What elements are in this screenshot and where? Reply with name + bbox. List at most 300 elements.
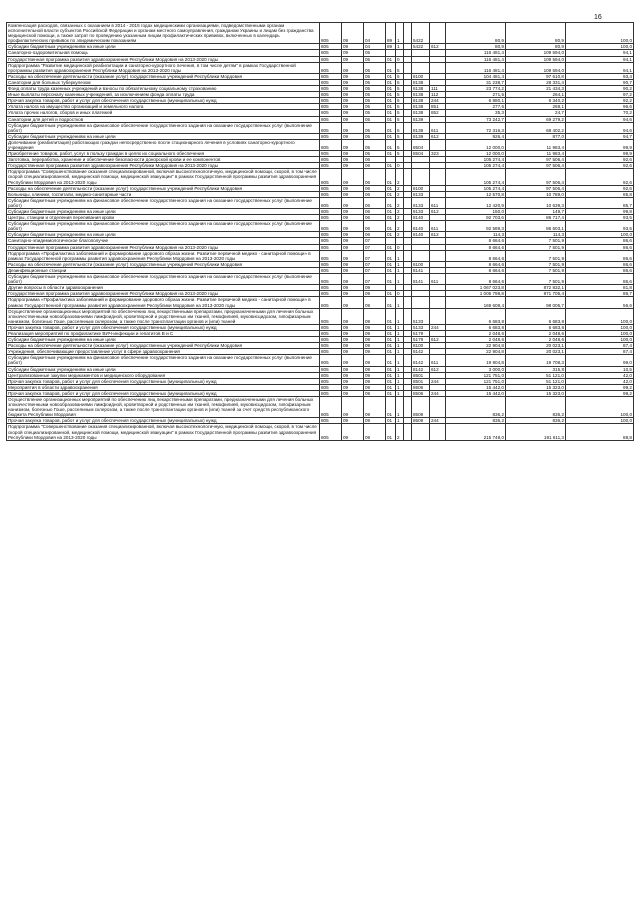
row-name: Прочая закупка товаров, работ и услуг для обеспечения государственных (муниципальных) нужд bbox=[7, 418, 320, 424]
program-code: 89 bbox=[386, 44, 396, 50]
planned-amount: 3 000,0 bbox=[446, 366, 506, 372]
program-code: 01 bbox=[386, 92, 396, 98]
executed-amount: 6 683,8 bbox=[506, 324, 566, 330]
row-name: Субсидии бюджетным учреждениям на финансовое обеспечение государственного задания на оказание государственных услуг (выполнение работ) bbox=[7, 122, 320, 133]
program-code: 01 bbox=[386, 337, 396, 343]
executed-amount: 6 683,8 bbox=[506, 308, 566, 324]
event-code bbox=[404, 297, 412, 308]
table-row bbox=[7, 23, 634, 44]
subprogram-code: 1 bbox=[396, 390, 404, 396]
ministry-code: 805 bbox=[320, 274, 342, 285]
section-code: 09 bbox=[342, 390, 364, 396]
row-name: Подпрограмма "Совершенствование оказания специализированной, включая высокотехнологичную, медицинской помощи, скорой, в том числе скорой специализированной, медицинской помощи, медицинской эвакуации" в рамках Государственной программы развития здравоохранения Республики Мордовия на 2013-2020 годы bbox=[7, 169, 320, 185]
planned-amount: 105 274,4 bbox=[446, 185, 506, 191]
direction-code: 8501 bbox=[412, 378, 430, 384]
program-code: 01 bbox=[386, 110, 396, 116]
executed-amount: 10 639,3 bbox=[506, 197, 566, 208]
row-name: Осуществление организационных мероприятий по обеспечению лиц лекарственными препаратами, предназначенными для лечения больных злокачественными новообразованиями лимфоидной, кроветворной и родственных им тканей, гемофилией, муковисцидозом, гипофизарным нанизмом, болезнью Гоше, рассеянным склерозом, а также после трансплантации органов и (или) тканей за счет средств республиканского бюджета Республики Мордовия bbox=[7, 397, 320, 418]
expense-type-code: 611 bbox=[430, 197, 446, 208]
planned-amount: 22 904,8 bbox=[446, 349, 506, 355]
table-row bbox=[7, 169, 634, 185]
planned-amount: 31 238,7 bbox=[446, 79, 506, 85]
subprogram-code: 1 bbox=[396, 366, 404, 372]
execution-percent: 86,6 bbox=[566, 250, 634, 261]
expense-type-code: 851 bbox=[430, 104, 446, 110]
direction-code: 8140 bbox=[412, 221, 430, 232]
executed-amount: 68 402,2 bbox=[506, 122, 566, 133]
section-code: 09 bbox=[342, 366, 364, 372]
expense-type-code: 244 bbox=[430, 418, 446, 424]
ministry-code: 805 bbox=[320, 133, 342, 139]
expense-type-code: 612 bbox=[430, 209, 446, 215]
section-code: 09 bbox=[342, 308, 364, 324]
subsection-code: 09 bbox=[364, 378, 386, 384]
expense-type-code: 323 bbox=[430, 151, 446, 157]
subprogram-code: 2 bbox=[396, 185, 404, 191]
planned-amount: 121 751,0 bbox=[446, 378, 506, 384]
direction-code: 5179 bbox=[412, 330, 430, 336]
row-name: Приобретение товаров, работ, услуг в пользу граждан в целях их социального обеспечения bbox=[7, 151, 320, 157]
event-code bbox=[404, 62, 412, 73]
row-name: Больницы, клиники, госпитали, медико-санитарные части bbox=[7, 191, 320, 197]
row-name: Санатории для больных туберкулезом bbox=[7, 79, 320, 85]
expense-type-code bbox=[430, 297, 446, 308]
executed-amount: 315,8 bbox=[506, 366, 566, 372]
expense-type-code: 244 bbox=[430, 324, 446, 330]
direction-code: 8506 bbox=[412, 390, 430, 396]
row-name: Центры, станции и отделения переливания крови bbox=[7, 215, 320, 221]
execution-percent: 86,6 bbox=[566, 274, 634, 285]
section-code: 09 bbox=[342, 384, 364, 390]
executed-amount: 6 340,2 bbox=[506, 98, 566, 104]
program-code: 01 bbox=[386, 169, 396, 185]
section-code: 09 bbox=[342, 86, 364, 92]
execution-percent: 100,0 bbox=[566, 232, 634, 238]
section-code: 09 bbox=[342, 56, 364, 62]
section-code: 09 bbox=[342, 424, 364, 440]
program-code: 01 bbox=[386, 163, 396, 169]
executed-amount: 10 789,0 bbox=[506, 191, 566, 197]
direction-code: 8139 bbox=[412, 122, 430, 133]
execution-percent: 92,2 bbox=[566, 98, 634, 104]
table-row bbox=[7, 62, 634, 73]
ministry-code: 805 bbox=[320, 291, 342, 297]
expense-type-code: 611 bbox=[430, 355, 446, 366]
program-code: 01 bbox=[386, 250, 396, 261]
expense-type-code: 612 bbox=[430, 44, 446, 50]
row-name: Подпрограмма "Совершенствование оказания специализированной, включая высокотехнологичную, медицинской помощи, скорой, в том числе скорой специализированной, медицинской помощи, медицинской эвакуации" в рамках Государственной программы развития здравоохранения Республики Мордовия на 2013-2020 годы bbox=[7, 424, 320, 440]
subsection-code: 09 bbox=[364, 390, 386, 396]
subprogram-code: 5 bbox=[396, 110, 404, 116]
event-code bbox=[404, 197, 412, 208]
ministry-code: 805 bbox=[320, 197, 342, 208]
execution-percent: 100,0 bbox=[566, 308, 634, 324]
program-code: 01 bbox=[386, 133, 396, 139]
section-code: 09 bbox=[342, 418, 364, 424]
execution-percent: 92,6 bbox=[566, 163, 634, 169]
table-row bbox=[7, 250, 634, 261]
ministry-code: 805 bbox=[320, 238, 342, 244]
ministry-code: 805 bbox=[320, 261, 342, 267]
executed-amount: 21 434,3 bbox=[506, 86, 566, 92]
ministry-code: 805 bbox=[320, 116, 342, 122]
section-code: 09 bbox=[342, 110, 364, 116]
direction-code: 8138 bbox=[412, 104, 430, 110]
executed-amount: 97 506,4 bbox=[506, 157, 566, 163]
subprogram-code: 1 bbox=[396, 355, 404, 366]
table-row bbox=[7, 355, 634, 366]
direction-code: 8138 bbox=[412, 86, 430, 92]
execution-percent: 70,2 bbox=[566, 110, 634, 116]
execution-percent: 86,6 bbox=[566, 267, 634, 273]
executed-amount: 7 501,9 bbox=[506, 244, 566, 250]
execution-percent: 85,7 bbox=[566, 197, 634, 208]
section-code: 09 bbox=[342, 73, 364, 79]
event-code bbox=[404, 221, 412, 232]
section-code: 09 bbox=[342, 50, 364, 56]
row-name: Уплата налога на имущество организаций и земельного налога bbox=[7, 104, 320, 110]
event-code bbox=[404, 355, 412, 366]
subsection-code: 05 bbox=[364, 104, 386, 110]
execution-percent: 90,7 bbox=[566, 79, 634, 85]
direction-code: 8100 bbox=[412, 73, 430, 79]
planned-amount: 6 683,8 bbox=[446, 308, 506, 324]
event-code bbox=[404, 424, 412, 440]
subsection-code: 06 bbox=[364, 221, 386, 232]
subprogram-code: 2 bbox=[396, 169, 404, 185]
row-name: Санаторно-оздоровительная помощь bbox=[7, 50, 320, 56]
row-name: Расходы на обеспечение деятельности (оказание услуг) государственных учреждений Республики Мордовия bbox=[7, 185, 320, 191]
section-code: 09 bbox=[342, 261, 364, 267]
subsection-code: 09 bbox=[364, 285, 386, 291]
executed-amount: 19 708,3 bbox=[506, 355, 566, 366]
executed-amount: 109 594,0 bbox=[506, 50, 566, 56]
direction-code: 8100 bbox=[412, 343, 430, 349]
executed-amount: 11 983,4 bbox=[506, 151, 566, 157]
program-code: 01 bbox=[386, 104, 396, 110]
subprogram-code: 1 bbox=[396, 330, 404, 336]
planned-amount: 80,9 bbox=[446, 44, 506, 50]
subprogram-code: 1 bbox=[396, 343, 404, 349]
subprogram-code: 2 bbox=[396, 221, 404, 232]
program-code: 01 bbox=[386, 366, 396, 372]
program-code: 01 bbox=[386, 267, 396, 273]
subsection-code: 09 bbox=[364, 349, 386, 355]
program-code: 01 bbox=[386, 79, 396, 85]
direction-code: 8140 bbox=[412, 215, 430, 221]
program-code: 01 bbox=[386, 116, 396, 122]
table-row bbox=[7, 297, 634, 308]
executed-amount: 2 048,6 bbox=[506, 330, 566, 336]
row-name: Государственная программа развития здравоохранения Республики Мордовия на 2013-2020 годы bbox=[7, 56, 320, 62]
row-name: Субсидии бюджетным учреждениям на финансовое обеспечение государственного задания на оказание государственных услуг (выполнение работ) bbox=[7, 197, 320, 208]
subsection-code: 09 bbox=[364, 308, 386, 324]
subprogram-code: 1 bbox=[396, 372, 404, 378]
subprogram-code: 1 bbox=[396, 23, 404, 44]
program-code: 01 bbox=[386, 232, 396, 238]
planned-amount: 73 242,7 bbox=[446, 116, 506, 122]
planned-amount: 12 000,0 bbox=[446, 139, 506, 150]
subsection-code: 04 bbox=[364, 44, 386, 50]
executed-amount: 109 594,0 bbox=[506, 56, 566, 62]
subsection-code: 07 bbox=[364, 250, 386, 261]
execution-percent: 94,1 bbox=[566, 62, 634, 73]
execution-percent: 100,0 bbox=[566, 23, 634, 44]
executed-amount: 149,7 bbox=[506, 209, 566, 215]
section-code: 09 bbox=[342, 209, 364, 215]
expense-type-code: 611 bbox=[430, 122, 446, 133]
row-name: Санатории для детей и подростков bbox=[7, 116, 320, 122]
ministry-code: 805 bbox=[320, 366, 342, 372]
direction-code: 8100 bbox=[412, 261, 430, 267]
ministry-code: 805 bbox=[320, 390, 342, 396]
subprogram-code: 5 bbox=[396, 79, 404, 85]
expense-type-code: 112 bbox=[430, 92, 446, 98]
subprogram-code: 0 bbox=[396, 244, 404, 250]
execution-percent: 100,0 bbox=[566, 337, 634, 343]
subsection-code: 07 bbox=[364, 238, 386, 244]
section-code: 09 bbox=[342, 397, 364, 418]
execution-percent: 42,0 bbox=[566, 372, 634, 378]
subsection-code: 09 bbox=[364, 418, 386, 424]
execution-percent: 100,0 bbox=[566, 44, 634, 50]
program-code: 01 bbox=[386, 418, 396, 424]
program-code: 01 bbox=[386, 384, 396, 390]
executed-amount: 97 506,4 bbox=[506, 169, 566, 185]
row-name: Субсидии бюджетным учреждениям на финансовое обеспечение государственного задания на оказание государственных услуг (выполнение работ) bbox=[7, 355, 320, 366]
expense-type-code: 244 bbox=[430, 390, 446, 396]
ministry-code: 805 bbox=[320, 86, 342, 92]
ministry-code: 805 bbox=[320, 232, 342, 238]
program-code: 01 bbox=[386, 73, 396, 79]
planned-amount: 12 420,9 bbox=[446, 197, 506, 208]
expense-type-code bbox=[430, 139, 446, 150]
subsection-code: 06 bbox=[364, 191, 386, 197]
subprogram-code: 1 bbox=[396, 267, 404, 273]
event-code bbox=[404, 250, 412, 261]
subsection-code: 09 bbox=[364, 297, 386, 308]
ministry-code: 805 bbox=[320, 44, 342, 50]
expense-type-code: 611 bbox=[430, 274, 446, 285]
program-code: 01 bbox=[386, 355, 396, 366]
subprogram-code: 1 bbox=[396, 324, 404, 330]
expense-type-code: 611 bbox=[430, 221, 446, 232]
planned-amount: 80,9 bbox=[446, 23, 506, 44]
execution-percent: 99,2 bbox=[566, 384, 634, 390]
direction-code: 8138 bbox=[412, 92, 430, 98]
subprogram-code: 2 bbox=[396, 209, 404, 215]
planned-amount: 150,0 bbox=[446, 209, 506, 215]
direction-code: 8504 bbox=[412, 139, 430, 150]
subprogram-code: 0 bbox=[396, 163, 404, 169]
ministry-code: 805 bbox=[320, 267, 342, 273]
planned-amount: 8 664,6 bbox=[446, 267, 506, 273]
executed-amount: 51 121,0 bbox=[506, 378, 566, 384]
program-code: 01 bbox=[386, 244, 396, 250]
subprogram-code: 2 bbox=[396, 191, 404, 197]
planned-amount: 121 751,0 bbox=[446, 372, 506, 378]
executed-amount: 191 611,3 bbox=[506, 424, 566, 440]
executed-amount: 97 506,4 bbox=[506, 163, 566, 169]
expense-type-code: 612 bbox=[430, 337, 446, 343]
planned-amount: 92 703,6 bbox=[446, 215, 506, 221]
subsection-code: 09 bbox=[364, 424, 386, 440]
subprogram-code: 1 bbox=[396, 274, 404, 285]
ministry-code: 805 bbox=[320, 98, 342, 104]
planned-amount: 22 904,8 bbox=[446, 343, 506, 349]
section-code: 09 bbox=[342, 151, 364, 157]
row-name: Другие вопросы в области здравоохранения bbox=[7, 285, 320, 291]
program-code: 01 bbox=[386, 122, 396, 133]
expense-type-code bbox=[430, 397, 446, 418]
section-code: 09 bbox=[342, 197, 364, 208]
section-code: 09 bbox=[342, 98, 364, 104]
ministry-code: 805 bbox=[320, 185, 342, 191]
direction-code bbox=[412, 424, 430, 440]
row-name: Компенсация расходов, связанных с оказанием в 2014 - 2015 годах медицинскими организациями, подведомственными органам исполнительной власти субъектов Российской Федерации и органам местного самоуправления, гражданам Украины и лицам без гражданства медицинской помощи, а также затрат по проведению указанным лицам профилактических прививок, включенных в календарь профилактических прививок по эпидемическим показаниям bbox=[7, 23, 320, 44]
budget-table bbox=[6, 22, 634, 441]
row-name: Субсидии бюджетным учреждениям на иные цели bbox=[7, 232, 320, 238]
execution-percent: 100,0 bbox=[566, 330, 634, 336]
ministry-code: 805 bbox=[320, 221, 342, 232]
executed-amount: 86 603,1 bbox=[506, 221, 566, 232]
execution-percent: 94,1 bbox=[566, 50, 634, 56]
executed-amount: 80,9 bbox=[506, 44, 566, 50]
program-code: 89 bbox=[386, 23, 396, 44]
planned-amount: 2 048,6 bbox=[446, 330, 506, 336]
section-code: 09 bbox=[342, 291, 364, 297]
table-row bbox=[7, 221, 634, 232]
subsection-code: 09 bbox=[364, 343, 386, 349]
program-code: 01 bbox=[386, 372, 396, 378]
section-code: 09 bbox=[342, 297, 364, 308]
planned-amount: 8 664,6 bbox=[446, 274, 506, 285]
table-row bbox=[7, 197, 634, 208]
planned-amount: 926,4 bbox=[446, 133, 506, 139]
subsection-code: 04 bbox=[364, 23, 386, 44]
row-name: Субсидии бюджетным учреждениям на иные цели bbox=[7, 366, 320, 372]
direction-code bbox=[412, 169, 430, 185]
expense-type-code bbox=[430, 424, 446, 440]
expense-type-code: 111 bbox=[430, 86, 446, 92]
section-code: 09 bbox=[342, 274, 364, 285]
event-code bbox=[404, 308, 412, 324]
ministry-code: 805 bbox=[320, 139, 342, 150]
subsection-code: 05 bbox=[364, 98, 386, 104]
program-code: 01 bbox=[386, 62, 396, 73]
execution-percent: 10,5 bbox=[566, 366, 634, 372]
section-code: 09 bbox=[342, 343, 364, 349]
subprogram-code: 5 bbox=[396, 73, 404, 79]
executed-amount: 86 717,4 bbox=[506, 215, 566, 221]
expense-type-code: 244 bbox=[430, 98, 446, 104]
row-name: Государственная программа развития здравоохранения Республики Мордовия на 2013-2020 годы bbox=[7, 244, 320, 250]
ministry-code: 805 bbox=[320, 79, 342, 85]
execution-percent: 86,7 bbox=[566, 291, 634, 297]
ministry-code: 805 bbox=[320, 62, 342, 73]
ministry-code: 805 bbox=[320, 56, 342, 62]
execution-percent: 94,7 bbox=[566, 133, 634, 139]
planned-amount: 105 274,4 bbox=[446, 169, 506, 185]
planned-amount: 105 274,4 bbox=[446, 163, 506, 169]
direction-code: 8504 bbox=[412, 151, 430, 157]
subprogram-code: 1 bbox=[396, 349, 404, 355]
row-name: Государственная программа развития здравоохранения Республики Мордовия на 2013-2020 годы bbox=[7, 163, 320, 169]
execution-percent: 93,5 bbox=[566, 221, 634, 232]
section-code: 09 bbox=[342, 62, 364, 73]
planned-amount: 8 664,6 bbox=[446, 244, 506, 250]
executed-amount: 109 594,0 bbox=[506, 62, 566, 73]
subsection-code: 09 bbox=[364, 366, 386, 372]
program-code: 01 bbox=[386, 378, 396, 384]
direction-code: 8138 bbox=[412, 98, 430, 104]
ministry-code: 805 bbox=[320, 285, 342, 291]
expense-type-code: 612 bbox=[430, 366, 446, 372]
ministry-code: 805 bbox=[320, 384, 342, 390]
planned-amount: 2 048,6 bbox=[446, 337, 506, 343]
subsection-code: 06 bbox=[364, 157, 386, 163]
planned-amount: 104 481,4 bbox=[446, 73, 506, 79]
event-code bbox=[404, 169, 412, 185]
direction-code: 5422 bbox=[412, 23, 430, 44]
subsection-code: 09 bbox=[364, 372, 386, 378]
planned-amount: 6 880,1 bbox=[446, 98, 506, 104]
program-code: 01 bbox=[386, 151, 396, 157]
planned-amount: 116 481,4 bbox=[446, 62, 506, 73]
execution-percent: 94,6 bbox=[566, 122, 634, 133]
execution-percent: 99,0 bbox=[566, 355, 634, 366]
execution-percent: 100,0 bbox=[566, 418, 634, 424]
ministry-code: 805 bbox=[320, 191, 342, 197]
subsection-code: 06 bbox=[364, 163, 386, 169]
row-name: Подпрограмма «Профилактика заболеваний и формирование здорового образа жизни. Развитие первичной медико - санитарной помощи» в рамках Государственной программы развития здравоохранения Республики Мордовия на 2013-2020 годы bbox=[7, 297, 320, 308]
expense-type-code bbox=[430, 62, 446, 73]
direction-code: 8140 bbox=[412, 232, 430, 238]
program-code: 01 bbox=[386, 185, 396, 191]
row-name: Заготовка, переработка, хранение и обеспечение безопасности донорской крови и ее компонентов bbox=[7, 157, 320, 163]
execution-percent: 42,0 bbox=[566, 378, 634, 384]
execution-percent: 56,6 bbox=[566, 297, 634, 308]
section-code: 09 bbox=[342, 139, 364, 150]
executed-amount: 98 005,7 bbox=[506, 297, 566, 308]
event-code bbox=[404, 274, 412, 285]
row-name: Субсидии бюджетным учреждениям на финансовое обеспечение государственного задания на оказание государственных услуг (выполнение работ) bbox=[7, 221, 320, 232]
table-row bbox=[7, 308, 634, 324]
row-name: Осуществление организационных мероприятий по обеспечению лиц лекарственными препаратами, предназначенными для лечения больных злокачественными новообразованиями лимфоидной, кроветворной и родственных им тканей, гемофилией, муковисцидозом, гипофизарным нанизмом, болезнью Гоше, рассеянным склерозом, а также после трансплантации органов и (или) тканей bbox=[7, 308, 320, 324]
subprogram-code: 2 bbox=[396, 197, 404, 208]
table-row bbox=[7, 274, 634, 285]
subprogram-code: 5 bbox=[396, 122, 404, 133]
executed-amount: 7 501,9 bbox=[506, 238, 566, 244]
row-name: Расходы на обеспечение деятельности (оказание услуг) государственных учреждений Республики Мордовия bbox=[7, 343, 320, 349]
subsection-code: 07 bbox=[364, 274, 386, 285]
program-code: 01 bbox=[386, 86, 396, 92]
planned-amount: 8 664,6 bbox=[446, 238, 506, 244]
planned-amount: 836,2 bbox=[446, 397, 506, 418]
direction-code bbox=[412, 250, 430, 261]
direction-code: 8133 bbox=[412, 191, 430, 197]
ministry-code: 805 bbox=[320, 308, 342, 324]
ministry-code: 805 bbox=[320, 324, 342, 330]
program-code: 01 bbox=[386, 308, 396, 324]
planned-amount: 92 589,3 bbox=[446, 221, 506, 232]
row-name: Прочая закупка товаров, работ и услуг для обеспечения государственных (муниципальных) нужд bbox=[7, 98, 320, 104]
planned-amount: 12 570,8 bbox=[446, 191, 506, 197]
direction-code: 5133 bbox=[412, 308, 430, 324]
subprogram-code: 1 bbox=[396, 397, 404, 418]
executed-amount: 264,1 bbox=[506, 92, 566, 98]
planned-amount: 277,6 bbox=[446, 104, 506, 110]
